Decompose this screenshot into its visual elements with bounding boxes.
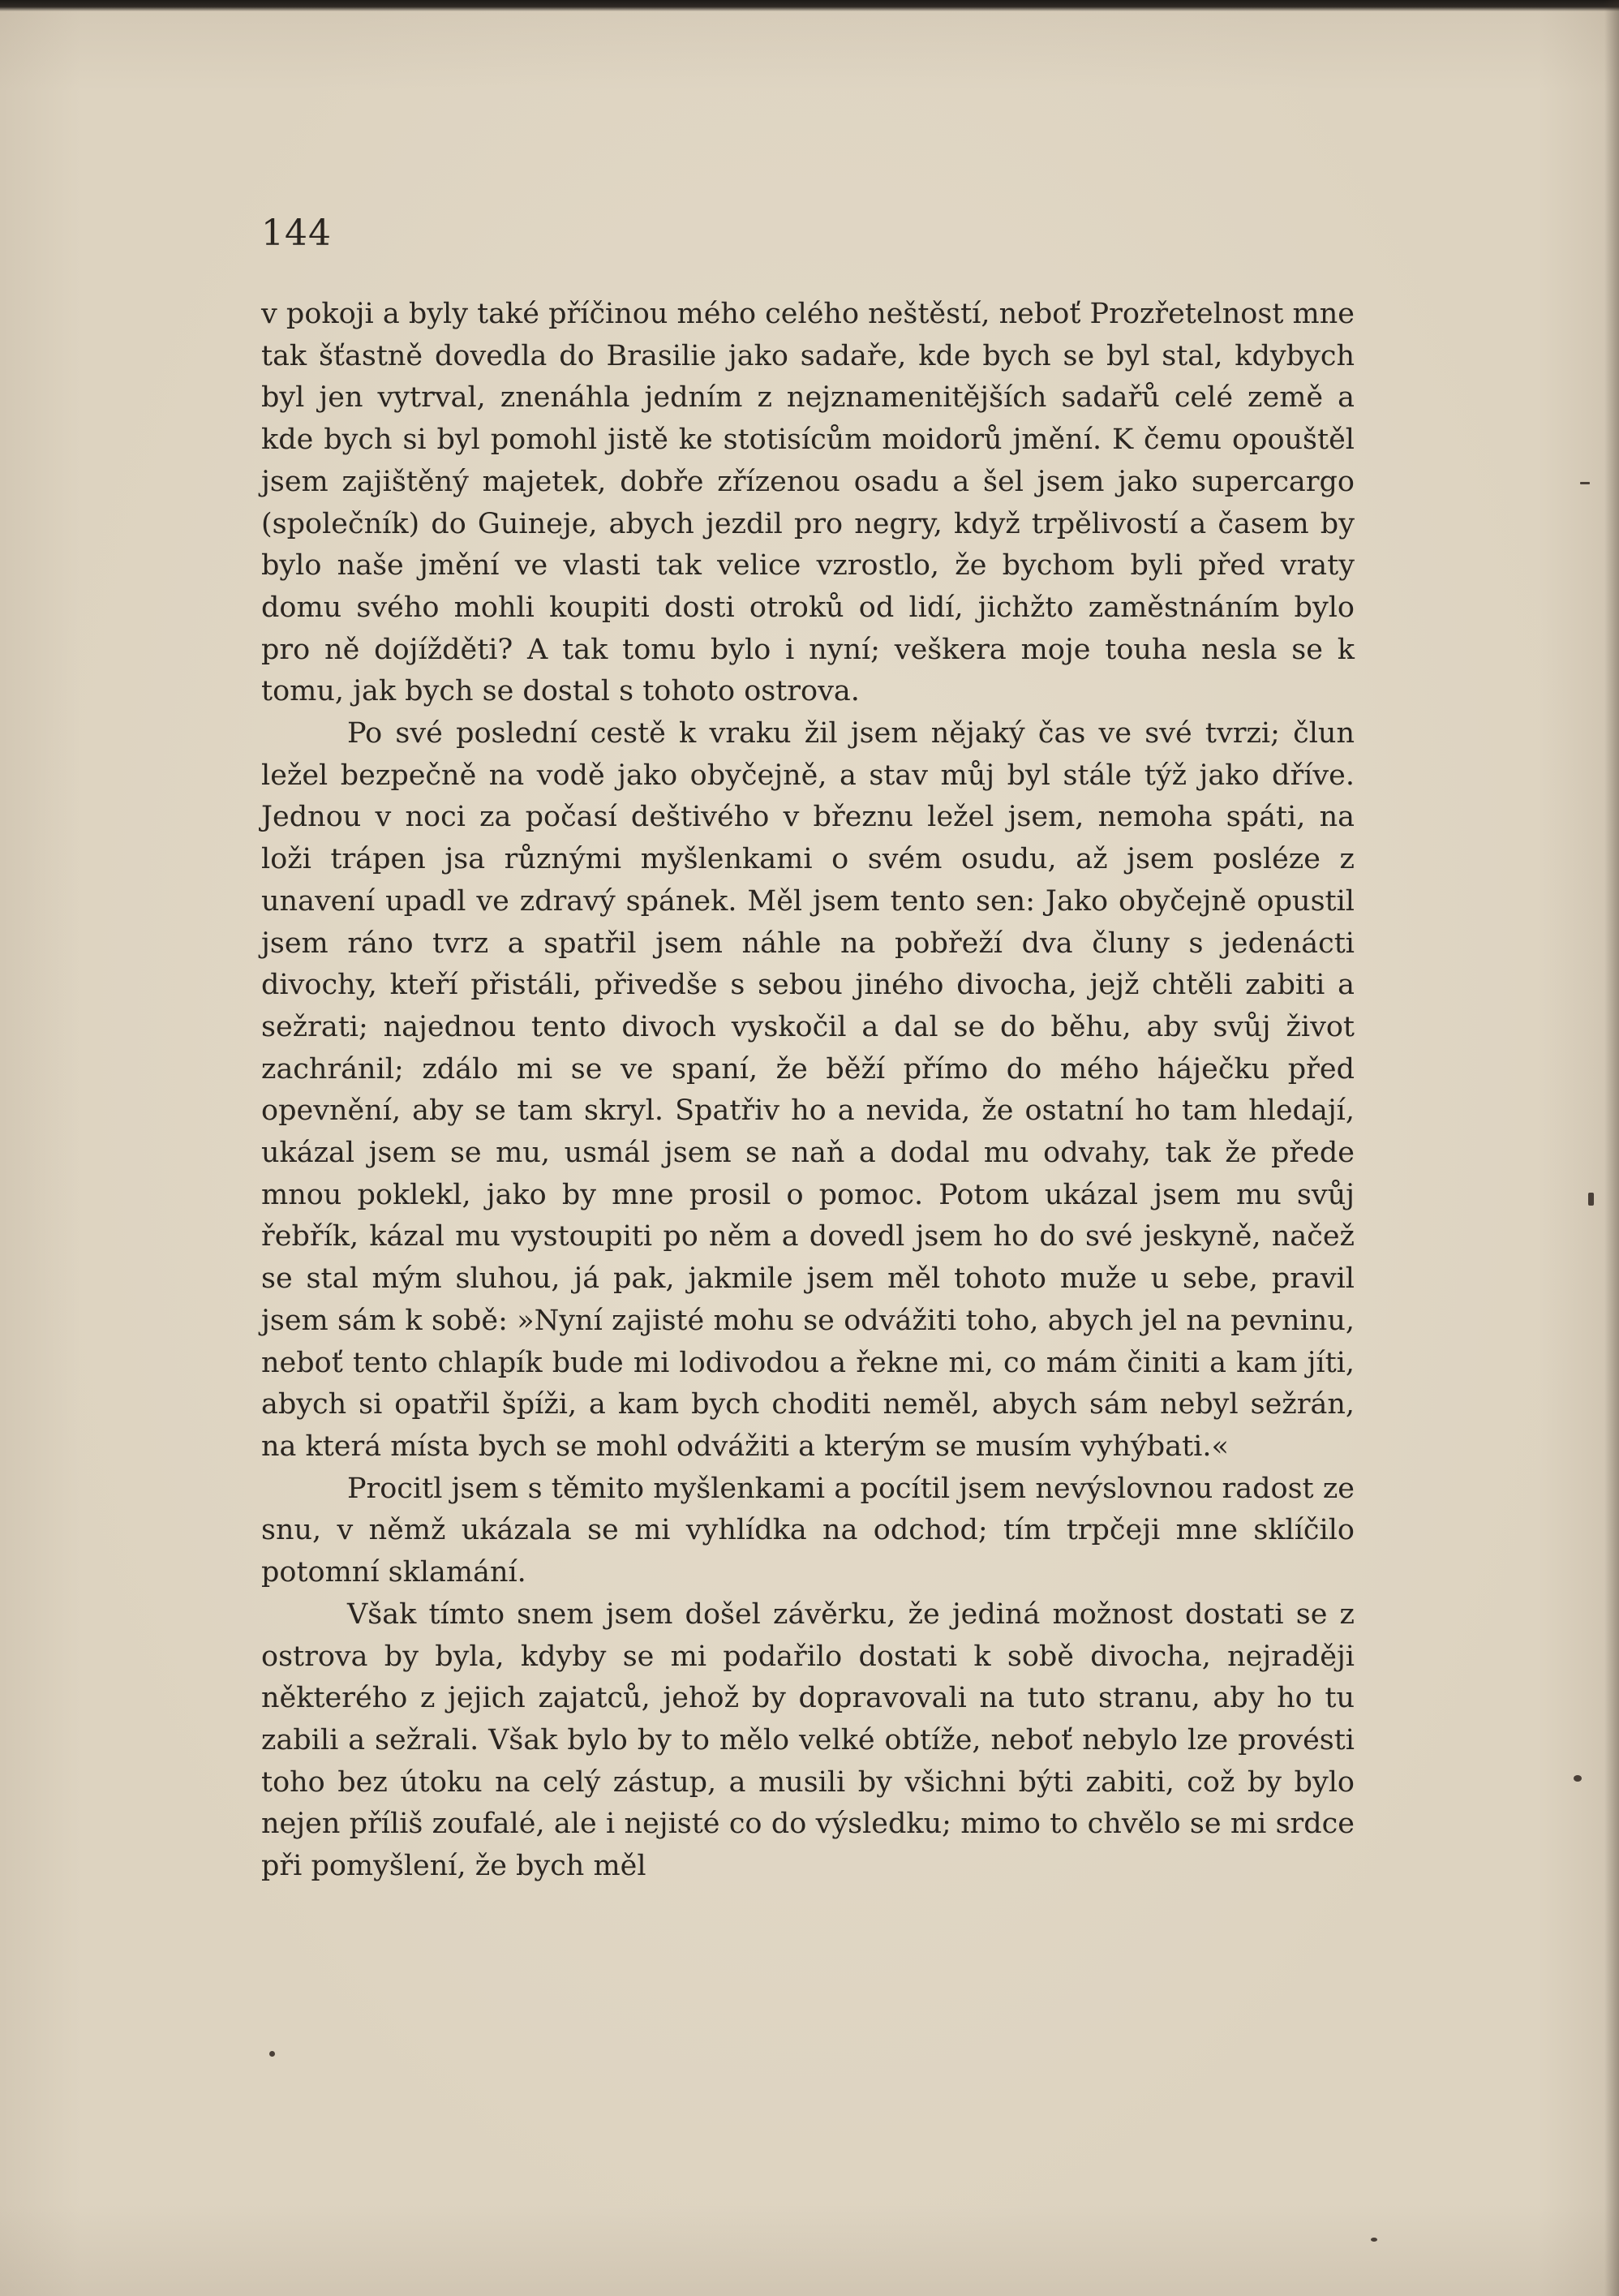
paragraph: Však tímto snem jsem došel závěrku, že jediná možnost dostati se z ostrova by byla, kdyby se mi podařilo dostati k sobě divocha, nejraději některého z jejich zajatců, jehož by dopravovali na tuto stranu, aby ho tu zabili a sežrali. Však bylo by to mělo velké obtíže, neboť nebylo lze provésti toho bez útoku na celý zástup, a musili by všichni býti zabiti, což by bylo nejen příliš zoufalé, ale i nejisté co do výsledku; mimo to chvělo se mi srdce při pomyšlení, že bych měl [261,1597,1355,1883]
paper-speck [1580,482,1590,484]
paragraph: v pokoji a byly také příčinou mého celého neštěstí, neboť Prozřetelnost mne tak šťastně dovedla do Brasilie jako sadaře, kde bych se byl stal, kdybych byl jen vytrval, znenáhla jedním z nejznamenitějších sadařů celé země a kde bych si byl pomohl jistě ke stotisícům moidorů jmění. K čemu opouštěl jsem zajištěný majetek, dobře zřízenou osadu a šel jsem jako supercargo (společník) do Guineje, abych jezdil pro negry, když trpělivostí a časem by bylo naše jmění ve vlasti tak velice vzrostlo, že bychom byli před vraty domu svého mohli koupiti dosti otroků od lidí, jichžto zaměstnáním bylo pro ně dojížděti? A tak tomu bylo i nyní; veškera moje touha nesla se k tomu, jak bych se dostal s tohoto ostrova. [261,298,1355,708]
paper-speck [1574,1775,1582,1782]
page-right-edge [1604,0,1619,2296]
paper-speck [1588,1193,1594,1206]
page-number: 144 [261,213,332,254]
paragraph: Po své poslední cestě k vraku žil jsem nějaký čas ve své tvrzi; člun ležel bezpečně na vodě jako obyčejně, a stav můj byl stále týž jako dříve. Jednou v noci za počasí deštivého v březnu ležel jsem, nemoha spáti, na loži trápen jsa různými myšlenkami o svém osudu, až jsem posléze z unavení upadl ve zdravý spánek. Měl jsem tento sen: Jako obyčejně opustil jsem ráno tvrz a spatřil jsem náhle na pobřeží dva čluny s jedenácti divochy, kteří přistáli, přivedše s sebou jiného divocha, jejž chtěli zabiti a sežrati; najednou tento divoch vyskočil a dal se do běhu, aby svůj život zachránil; zdálo mi se ve spaní, že běží přímo do mého háječku před opevnění, aby se tam skryl. Spatřiv ho a nevida, že ostatní ho tam hledají, ukázal jsem se mu, usmál jsem se naň a dodal mu odvahy, tak že přede mnou poklekl, jako by mne prosil o pomoc. Potom ukázal jsem mu svůj řebřík, kázal mu vystoupiti po něm a dovedl jsem ho do své jeskyně, načež se stal mým sluhou, já pak, jakmile jsem měl tohoto muže u sebe, pravil jsem sám k sobě: »Nyní zajisté mohu se odvážiti toho, abych jel na pevninu, neboť tento chlapík bude mi lodivodou a řekne mi, co mám činiti a kam jíti, abych si opatřil špíži, a kam bych choditi neměl, abych sám nebyl sežrán, na která místa bych se mohl odvážiti a kterým se musím vyhýbati.« [261,717,1355,1463]
paper-speck [1371,2238,1377,2242]
page-top-edge [0,0,1619,11]
paper-speck [269,2051,275,2057]
body-text [261,294,1355,1888]
paragraph: Procitl jsem s těmito myšlenkami a pocítil jsem nevýslovnou radost ze snu, v němž ukázala se mi vyhlídka na odchod; tím trpčeji mne sklíčilo potomní sklamání. [261,1472,1355,1589]
